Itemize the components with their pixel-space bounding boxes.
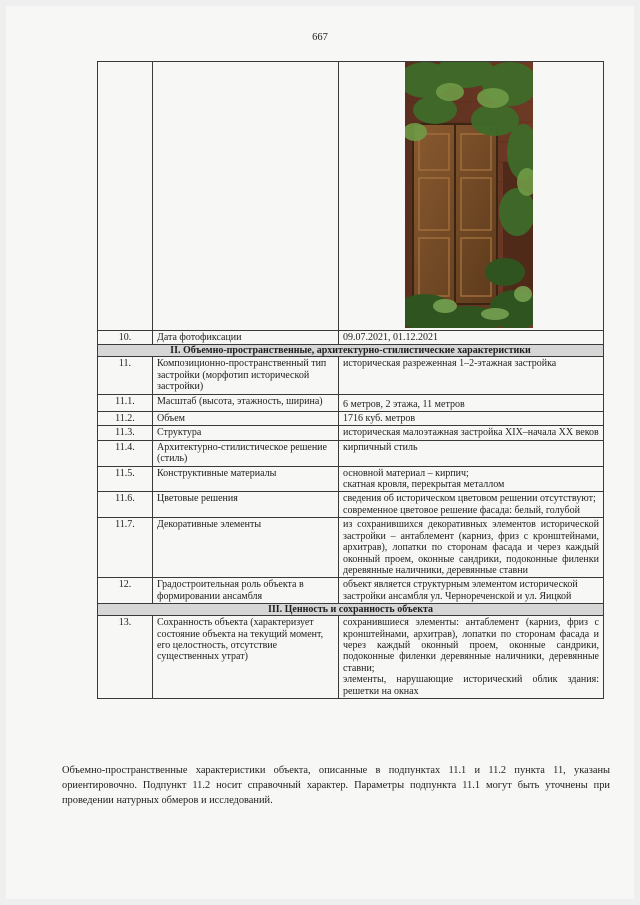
table-row: [98, 426, 604, 440]
row-number: 11.4.: [98, 440, 153, 466]
row-label: Цветовые решения: [153, 492, 339, 518]
row-number: 11.2.: [98, 412, 153, 426]
table-row: [98, 492, 604, 518]
row-number: 13.: [98, 616, 153, 699]
value-line: сведения об историческом цветовом решении отсутствуют;: [343, 493, 596, 505]
row-value: 6 метров, 2 этажа, 11 метров: [339, 394, 604, 411]
row-label: Сохранность объекта (характеризует состояние объекта на текущий момент, его целостность, отсутствие существенных утрат): [153, 616, 339, 699]
table-row: [98, 394, 604, 411]
row-label: Архитектурно-стилистическое решение (стиль): [153, 440, 339, 466]
table-row: [98, 518, 604, 578]
row-number: 11.7.: [98, 518, 153, 578]
row-label: Масштаб (высота, этажность, ширина): [153, 394, 339, 411]
table-row-photo: [98, 62, 604, 331]
row-value: 09.07.2021, 01.12.2021: [339, 331, 604, 345]
row-number: 10.: [98, 331, 153, 345]
table-row: [98, 331, 604, 345]
row-value: 1716 куб. метров: [339, 412, 604, 426]
value-line: современное цветовое решение фасада: белый, голубой: [343, 504, 580, 516]
row-label: Структура: [153, 426, 339, 440]
row-label: Градостроительная роль объекта в формировании ансамбля: [153, 578, 339, 604]
row-value: из сохранившихся декоративных элементов исторической застройки – антаблемент (карниз, фриз с кронштейнами, архитрав), лопатки по сторонам фасада и через каждый оконный проем, оконные сандрики, подоконные филенки деревянные наличники, деревянные ставни: [339, 518, 604, 578]
row-value: [339, 492, 604, 518]
table-row: [98, 616, 604, 699]
section-header: [98, 345, 604, 357]
value-line: основной материал – кирпич;: [343, 467, 469, 479]
row-value: историческая разреженная 1–2-этажная застройка: [339, 357, 604, 394]
row-number: 11.3.: [98, 426, 153, 440]
row-value: историческая малоэтажная застройка XIX–начала XX веков: [339, 426, 604, 440]
row-value: кирпичный стиль: [339, 440, 604, 466]
table-row: [98, 440, 604, 466]
row-value: объект является структурным элементом исторической застройки ансамбля ул. Чернореченской и ул. Яицкой: [339, 578, 604, 604]
photo-cell: [339, 62, 604, 331]
row-value: [339, 466, 604, 492]
building-door-photo: [405, 62, 533, 328]
section-header: [98, 604, 604, 616]
row-label: Дата фотофиксации: [153, 331, 339, 345]
row-label: Декоративные элементы: [153, 518, 339, 578]
row-number: 11.6.: [98, 492, 153, 518]
row-number: 12.: [98, 578, 153, 604]
value-line: элементы, нарушающие исторический облик здания: решетки на окнах: [343, 674, 599, 697]
page-number: 667: [312, 32, 328, 43]
value-line: сохранившиеся элементы: антаблемент (карниз, фриз с кронштейнами, архитрав), лопатки по сторонам фасада и через каждый оконный проем, оконные сандрики, подоконные филенки деревянные наличники, деревянные ставни;: [343, 617, 599, 674]
table-row: [98, 466, 604, 492]
footnote-paragraph: Объемно-пространственные характеристики объекта, описанные в подпунктах 11.1 и 11.2 пункта 11, указаны ориентировочно. Подпункт 11.2 носит справочный характер. Параметры подпункта 11.1 могут быть уточнены при проведении натурных обмеров и исследований.: [62, 765, 610, 806]
section-title: III. Ценность и сохранность объекта: [98, 604, 604, 616]
document-page: [6, 6, 634, 899]
row-value: [339, 616, 604, 699]
section-title: II. Объемно-пространственные, архитектурно-стилистические характеристики: [98, 345, 604, 357]
table-row: [98, 357, 604, 394]
row-number: 11.: [98, 357, 153, 394]
row-number: 11.5.: [98, 466, 153, 492]
row-label: Конструктивные материалы: [153, 466, 339, 492]
object-characteristics-table: [97, 61, 604, 699]
value-line: скатная кровля, перекрытая металлом: [343, 479, 505, 491]
row-label: Объем: [153, 412, 339, 426]
row-number: 11.1.: [98, 394, 153, 411]
table-row: [98, 578, 604, 604]
row-label: Композиционно-пространственный тип застройки (морфотип исторической застройки): [153, 357, 339, 394]
table-row: [98, 412, 604, 426]
